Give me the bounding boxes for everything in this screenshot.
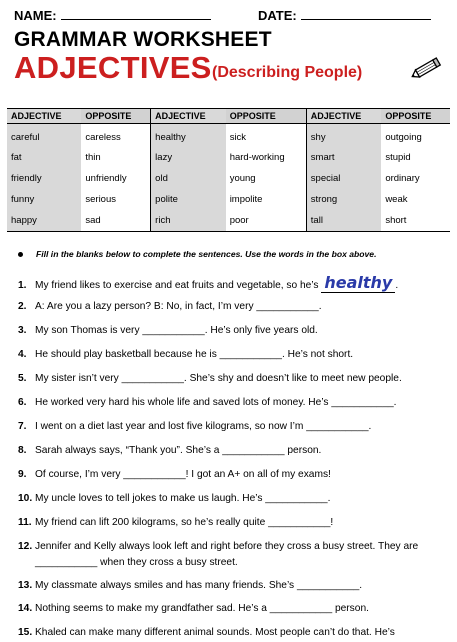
question-text: Khaled can make many different animal sounds. Most people can’t do that. He’s (35, 627, 395, 638)
adjective-cell: funny (7, 189, 81, 210)
question-item (18, 445, 450, 456)
question-item (18, 627, 450, 638)
question-text: My uncle loves to tell jokes to make us laugh. He’s ___________. (35, 493, 331, 504)
question-number: 12. (18, 541, 33, 552)
question-number: 14. (18, 603, 33, 614)
column-header: OPPOSITE (81, 109, 150, 124)
topic-subtitle: (Describing People) (212, 64, 363, 81)
question-number: 7. (18, 421, 27, 432)
date-block (258, 8, 431, 23)
adjective-cell: polite (151, 189, 226, 210)
question-text: My classmate always smiles and has many friends. She’s ___________. (35, 580, 363, 591)
question-number: 10. (18, 493, 33, 504)
adjective-cell: fat (7, 147, 81, 168)
instructions (18, 249, 376, 259)
topic-title: ADJECTIVES (14, 50, 212, 85)
bullet-icon (18, 252, 23, 257)
adjective-cell: happy (7, 210, 81, 232)
date-field[interactable] (301, 8, 431, 20)
question-number: 1. (18, 280, 27, 291)
adjective-cell: strong (306, 189, 381, 210)
name-field[interactable] (61, 8, 211, 20)
opposite-cell: impolite (229, 194, 263, 205)
question-item (18, 325, 450, 336)
opposite-cell: sick (229, 132, 247, 143)
question-text: A: Are you a lazy person? B: No, in fact, I’m very ___________. (35, 301, 322, 312)
adjective-cell: rich (151, 210, 226, 232)
column-header: ADJECTIVE (306, 109, 381, 124)
table-row (7, 124, 450, 148)
question-text: Nothing seems to make my grandfather sad. He’s a ___________ person. (35, 603, 369, 614)
question-item (18, 421, 450, 432)
question-text: My son Thomas is very ___________. He’s only five years old. (35, 325, 318, 336)
question-item (18, 541, 450, 552)
question-number: 11. (18, 517, 32, 528)
opposite-cell: stupid (385, 152, 411, 163)
question-item (18, 301, 450, 312)
opposite-cell: hard-working (229, 152, 285, 163)
name-label: NAME: (14, 8, 57, 23)
table-header-row (7, 109, 450, 124)
opposite-cell: careless (85, 132, 121, 143)
opposite-cell: sad (81, 210, 150, 232)
adjective-cell: special (306, 168, 381, 189)
column-header: OPPOSITE (381, 109, 450, 124)
question-item (18, 397, 450, 408)
question-text-end: . (395, 280, 399, 291)
opposite-cell: young (229, 173, 256, 184)
adjective-cell: healthy (151, 124, 226, 148)
adjective-cell: lazy (151, 147, 226, 168)
opposite-cell: short (381, 210, 450, 232)
question-number: 5. (18, 373, 27, 384)
worksheet-header (14, 8, 444, 23)
instructions-text: Fill in the blanks below to complete the sentences. Use the words in the box above. (36, 249, 377, 259)
question-text: Sarah always says, “Thank you”. She’s a ___________ person. (35, 445, 322, 456)
question-text: He worked very hard his whole life and saved lots of money. He’s ___________. (35, 397, 397, 408)
adjective-cell: careful (7, 124, 81, 148)
adjective-cell: tall (306, 210, 381, 232)
date-label: DATE: (258, 8, 297, 23)
question-item (18, 273, 450, 292)
question-text: He should play basketball because he is ___________. He’s not short. (35, 349, 354, 360)
column-header: OPPOSITE (226, 109, 307, 124)
opposite-cell: thin (85, 152, 101, 163)
question-item (18, 580, 450, 591)
opposite-cell: outgoing (385, 132, 422, 143)
question-number: 3. (18, 325, 27, 336)
question-text: I went on a diet last year and lost five kilograms, so now I’m ___________. (35, 421, 372, 432)
question-number: 8. (18, 445, 27, 456)
question-number: 4. (18, 349, 27, 360)
question-text: My friend likes to exercise and eat fruits and vegetable, so he’s (35, 280, 322, 291)
question-item (18, 603, 450, 614)
question-text: Jennifer and Kelly always look left and right before they cross a busy street. They are (35, 541, 419, 552)
adjective-table (7, 108, 450, 232)
table-row (7, 189, 450, 210)
opposite-cell: serious (85, 194, 116, 205)
opposite-cell: weak (385, 194, 408, 205)
question-number: 13. (18, 580, 33, 591)
question-item (18, 469, 450, 480)
question-item (18, 493, 450, 504)
question-number: 15. (18, 627, 33, 638)
column-header: ADJECTIVE (151, 109, 226, 124)
opposite-cell: unfriendly (85, 173, 127, 184)
adjective-cell: old (151, 168, 226, 189)
adjective-cell: smart (306, 147, 381, 168)
table-row (7, 147, 450, 168)
table-row (7, 168, 450, 189)
question-number: 6. (18, 397, 27, 408)
adjective-cell: shy (306, 124, 381, 148)
adjective-cell: friendly (7, 168, 81, 189)
question-number: 2. (18, 301, 27, 312)
question-text-continued: ___________ when they cross a busy street. (35, 557, 238, 568)
question-item (18, 373, 450, 384)
column-header: ADJECTIVE (7, 109, 81, 124)
opposite-cell: ordinary (385, 173, 420, 184)
question-item (18, 349, 450, 360)
question-text: My sister isn’t very ___________. She’s shy and doesn’t like to meet new people. (35, 373, 402, 384)
question-text: Of course, I’m very ___________! I got an A+ on all of my exams! (35, 469, 331, 480)
question-text: My friend can lift 200 kilograms, so he’s really quite ___________! (35, 517, 334, 528)
opposite-cell: poor (226, 210, 307, 232)
table-row (7, 210, 450, 232)
pencil-icon (410, 55, 444, 86)
question-number: 9. (18, 469, 27, 480)
worksheet-title: GRAMMAR WORKSHEET (14, 28, 272, 51)
answer-field[interactable]: healthy (321, 273, 395, 293)
question-item (18, 517, 450, 528)
